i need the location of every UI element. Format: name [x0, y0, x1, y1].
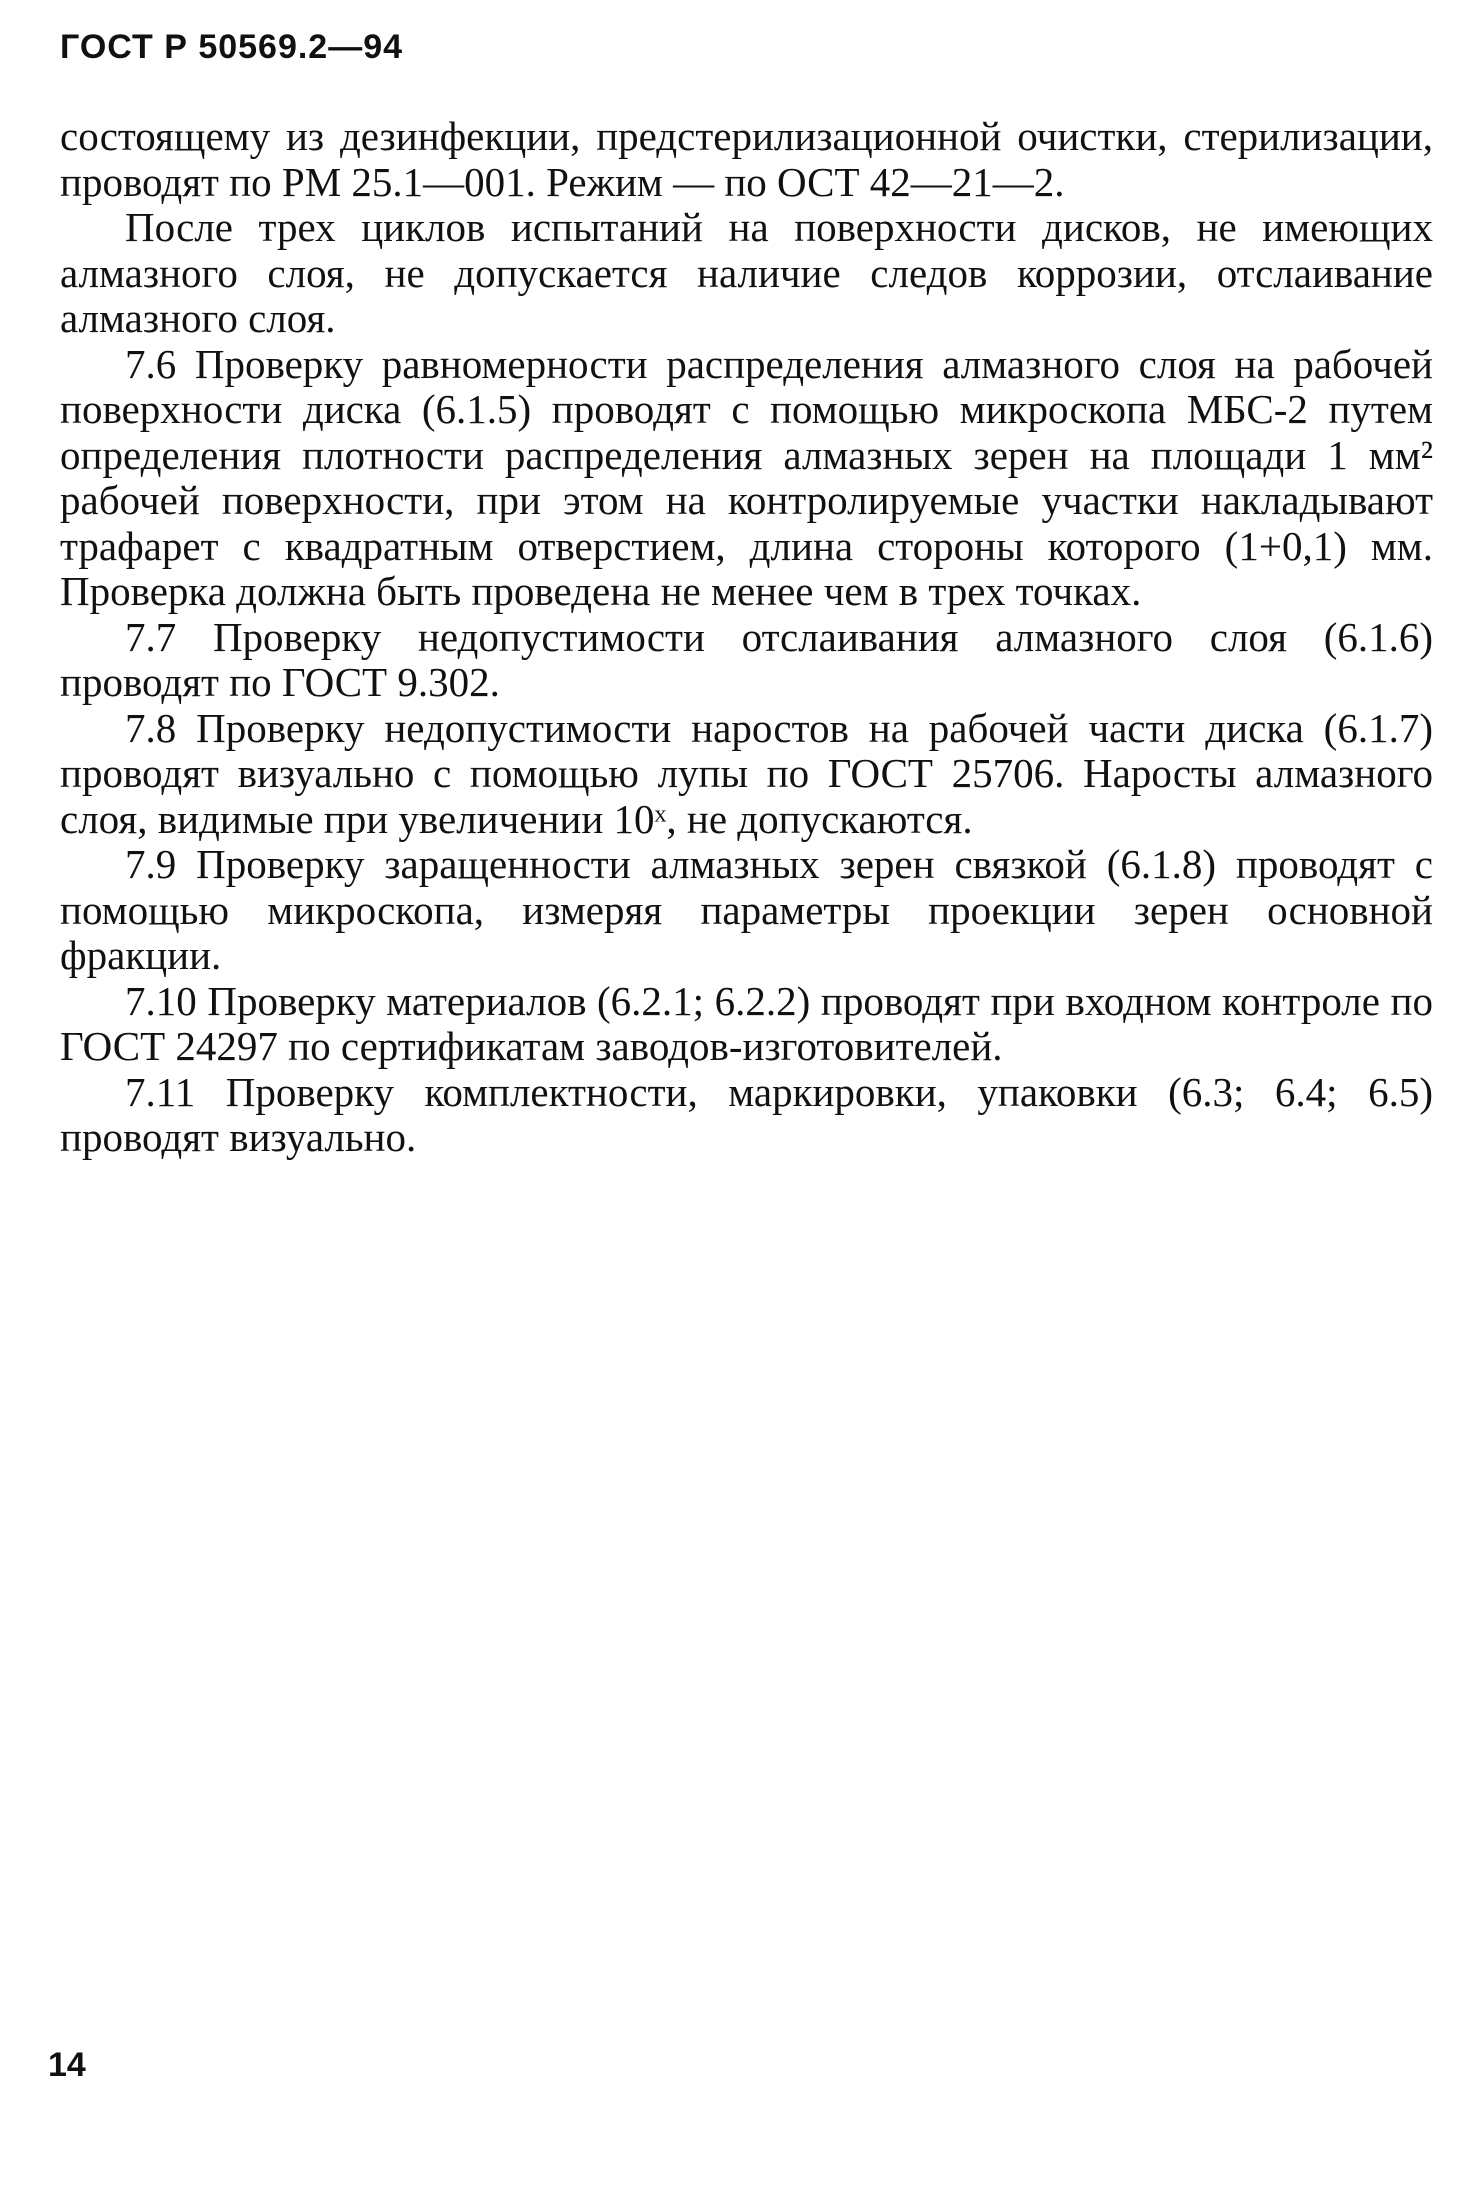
- paragraph-7-10: 7.10 Проверку материалов (6.2.1; 6.2.2) проводят при входном контроле по ГОСТ 24297 по сертификатам заводов-изготовителей.: [60, 977, 1433, 1069]
- page-number: 14: [48, 2046, 86, 2084]
- paragraph-7-8: 7.8 Проверку недопустимости наростов на рабочей части диска (6.1.7) проводят визуально с помощью лупы по ГОСТ 25706. Наросты алмазного слоя, видимые при увеличении 10ˣ, не допускаются.: [60, 704, 1433, 842]
- document-header: ГОСТ Р 50569.2—94: [60, 28, 404, 66]
- paragraph-corrosion: После трех циклов испытаний на поверхности дисков, не имеющих алмазного слоя, не допускается наличие следов коррозии, отслаивание алмазного слоя.: [60, 204, 1433, 341]
- paragraph-7-6: 7.6 Проверку равномерности распределения алмазного слоя на рабочей поверхности диска (6.1.5) проводят с помощью микроскопа МБС-2 путем определения плотности распределения алмазных зерен на площади 1 мм² рабочей поверхности, при этом на контролируемые участки накладывают трафарет с квадратным отверстием, длина стороны которого (1+0,1) мм. Проверка должна быть проведена не менее чем в трех точках.: [60, 340, 1433, 614]
- paragraph-7-7: 7.7 Проверку недопустимости отслаивания алмазного слоя (6.1.6) проводят по ГОСТ 9.302.: [60, 613, 1433, 705]
- paragraph-7-11: 7.11 Проверку комплектности, маркировки, упаковки (6.3; 6.4; 6.5) проводят визуально.: [60, 1068, 1433, 1160]
- paragraph-7-9: 7.9 Проверку заращенности алмазных зерен связкой (6.1.8) проводят с помощью микроскопа, измеряя параметры проекции зерен основной фракции.: [60, 841, 1433, 978]
- paragraph-continuation: состоящему из дезинфекции, предстерилизационной очистки, стерилизации, проводят по РМ 25.1—001. Режим — по ОСТ 42—21—2.: [60, 113, 1433, 205]
- document-body: [60, 114, 1433, 1161]
